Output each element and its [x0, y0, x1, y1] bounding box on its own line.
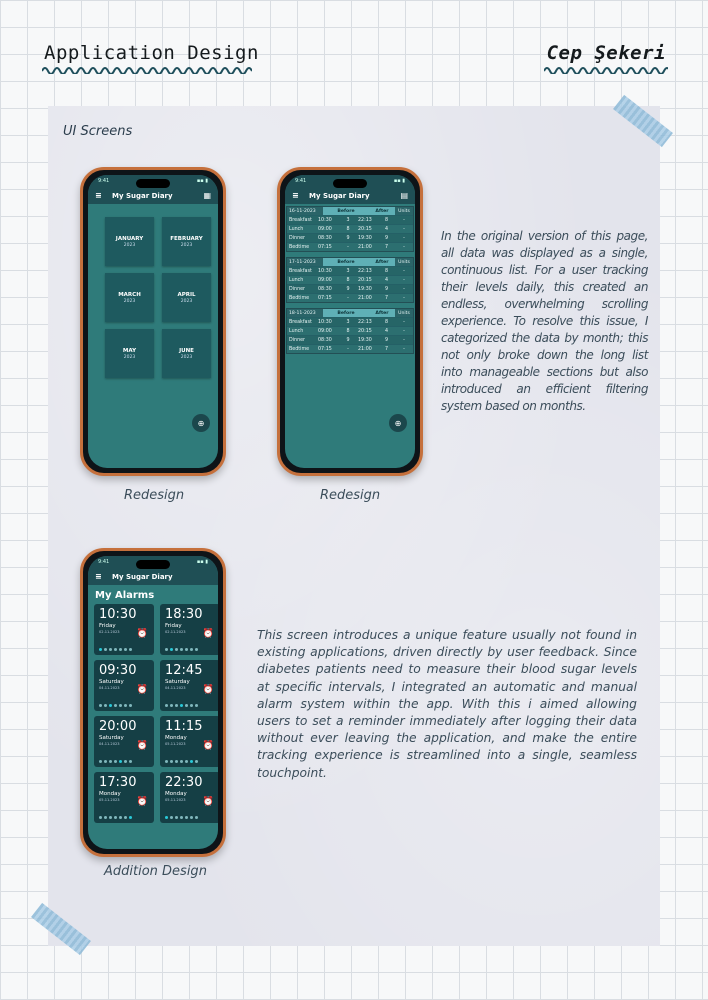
weekday-dot[interactable]	[185, 648, 188, 651]
table-cell: 20:15	[358, 277, 372, 283]
header-left-title: Application Design	[44, 42, 259, 64]
table-row[interactable]	[287, 317, 413, 326]
month-name: MAY	[122, 347, 137, 354]
table-cell: 3	[346, 268, 350, 274]
weekday-dot[interactable]	[185, 760, 188, 763]
signal-battery-icon: ▪▪ ▮	[393, 178, 405, 184]
table-row[interactable]	[287, 326, 413, 335]
signal-battery-icon: ▪▪ ▮	[196, 559, 208, 565]
app-title: My Sugar Diary	[112, 191, 173, 200]
weekday-dot[interactable]	[104, 648, 107, 651]
caption-phone3: Addition Design	[104, 864, 207, 879]
month-card[interactable]	[162, 273, 211, 322]
table-cell: 08:30	[318, 286, 332, 292]
weekday-dot[interactable]	[170, 704, 173, 707]
fab-add-icon[interactable]: ⊕	[389, 414, 407, 432]
status-time: 9:41	[98, 559, 110, 565]
table-cell: 7	[384, 295, 389, 301]
table-row[interactable]	[287, 215, 413, 224]
table-cell: Dinner	[289, 286, 306, 292]
screen-diary	[285, 175, 415, 468]
alarm-card[interactable]	[94, 660, 154, 711]
alarm-grid	[88, 604, 218, 823]
weekday-dot[interactable]	[190, 704, 193, 707]
table-cell: 08:30	[318, 337, 332, 343]
phone-diary	[277, 167, 423, 476]
alarm-clock-icon[interactable]: ⏰	[136, 741, 148, 751]
screen-alarms	[88, 556, 218, 849]
dynamic-island	[136, 179, 170, 188]
weekday-dot[interactable]	[180, 760, 183, 763]
table-cell: Bedtime	[289, 346, 310, 352]
table-row[interactable]	[287, 275, 413, 284]
table-cell: -	[403, 226, 405, 232]
caption-phone2: Redesign	[320, 488, 381, 503]
table-cell: 3	[346, 217, 350, 223]
weekday-dots	[99, 816, 132, 819]
menu-icon[interactable]: ≡	[95, 191, 102, 200]
header-before: Before	[337, 310, 355, 316]
status-time: 9:41	[295, 178, 307, 184]
table-cell: 22:13	[358, 319, 372, 325]
table-header	[287, 258, 413, 266]
app-bar	[88, 187, 218, 204]
table-cell: 9	[384, 337, 389, 343]
alarm-time: 09:30	[99, 663, 137, 678]
alarm-card[interactable]	[94, 604, 154, 655]
weekday-dot[interactable]	[104, 704, 107, 707]
phone-alarms	[80, 548, 226, 857]
weekday-dot[interactable]	[119, 704, 122, 707]
alarm-date: 02.11.2023	[99, 630, 120, 634]
weekday-dot[interactable]	[129, 816, 132, 819]
alarm-date: 05.11.2023	[165, 798, 186, 802]
dynamic-island	[136, 560, 170, 569]
table-cell: 19:30	[358, 235, 372, 241]
description-addition: This screen introduces a unique feature usually not found in existing applications, driven directly by user feedback. Since diabetes patients need to measure their blood sugar levels at specific intervals, I integrated an automatic and manual alarm system within the app. With this i aimed allowing users to set a reminder immediately after logging their data without ever leaving the application, and make the entire tracking experience is streamlined into a single, seamless touchpoint.	[257, 628, 637, 780]
weekday-dot[interactable]	[99, 760, 102, 763]
weekday-dot[interactable]	[114, 704, 117, 707]
table-cell: 09:00	[318, 226, 332, 232]
alarm-card[interactable]	[160, 716, 218, 767]
table-cell: 9	[346, 286, 350, 292]
table-cell: Lunch	[289, 328, 304, 334]
table-cell: 4	[384, 328, 389, 334]
table-cell: -	[403, 277, 405, 283]
table-cell: 20:15	[358, 328, 372, 334]
weekday-dot[interactable]	[129, 704, 132, 707]
header-units: Units	[395, 309, 413, 317]
weekday-dot[interactable]	[170, 816, 173, 819]
weekday-dot[interactable]	[175, 648, 178, 651]
weekday-dot[interactable]	[124, 816, 127, 819]
weekday-dot[interactable]	[170, 648, 173, 651]
table-row[interactable]	[287, 293, 413, 302]
weekday-dot[interactable]	[170, 760, 173, 763]
table-cell: Breakfast	[289, 217, 312, 223]
alarm-card[interactable]	[94, 772, 154, 823]
table-cell: 8	[384, 319, 389, 325]
month-year: 2023	[123, 354, 136, 360]
dynamic-island	[333, 179, 367, 188]
menu-icon[interactable]: ≡	[292, 191, 299, 200]
weekday-dot[interactable]	[109, 648, 112, 651]
table-cell: 4	[384, 226, 389, 232]
weekday-dot[interactable]	[180, 816, 183, 819]
table-cell: 22:13	[358, 217, 372, 223]
weekday-dot[interactable]	[195, 704, 198, 707]
alarm-date: 02.11.2023	[165, 630, 186, 634]
header-units: Units	[395, 207, 413, 215]
header-after: After	[375, 259, 389, 265]
alarm-time: 22:30	[165, 775, 203, 790]
table-cell: -	[403, 337, 405, 343]
alarm-day: Friday	[99, 623, 116, 629]
diary-day-table	[286, 308, 414, 354]
weekday-dot[interactable]	[114, 816, 117, 819]
table-cell: -	[403, 346, 405, 352]
table-cell: 08:30	[318, 235, 332, 241]
diary-day-table	[286, 206, 414, 252]
weekday-dot[interactable]	[99, 816, 102, 819]
weekday-dot[interactable]	[175, 760, 178, 763]
alarm-day: Saturday	[165, 679, 190, 685]
table-cell: Breakfast	[289, 268, 312, 274]
table-cell: 10:30	[318, 319, 332, 325]
header-right-title: Cep Şekeri	[546, 42, 666, 64]
weekday-dot[interactable]	[175, 704, 178, 707]
table-row[interactable]	[287, 266, 413, 275]
weekday-dot[interactable]	[124, 760, 127, 763]
table-cell: 8	[346, 328, 350, 334]
weekday-dot[interactable]	[175, 816, 178, 819]
alarm-date: 05.11.2023	[165, 742, 186, 746]
table-cell: 8	[384, 217, 389, 223]
calendar-icon[interactable]: ▦	[203, 191, 211, 200]
month-card[interactable]	[162, 217, 211, 266]
app-title: My Sugar Diary	[112, 572, 173, 581]
alarm-clock-icon[interactable]: ⏰	[202, 685, 214, 695]
weekday-dot[interactable]	[165, 704, 168, 707]
alarm-card[interactable]	[160, 772, 218, 823]
table-header	[287, 207, 413, 215]
alarm-day: Friday	[165, 623, 182, 629]
app-title: My Sugar Diary	[309, 191, 370, 200]
description-redesign: In the original version of this page, all data was displayed as a single, continuous list. For a user tracking their levels daily, this created an endless, overwhelming scrolling experience. To resolve this issue, I categorized the data by month; this not only broke down the long list into manageable sections but also introduced an efficient filtering system based on months.	[441, 229, 648, 413]
table-cell: 7	[384, 244, 389, 250]
table-date: 16-11-2023	[287, 207, 323, 215]
table-cell: Lunch	[289, 226, 304, 232]
month-name: JANUARY	[115, 235, 144, 242]
table-cell: Dinner	[289, 235, 306, 241]
table-cell: 8	[384, 268, 389, 274]
table-cell: 07:15	[318, 244, 332, 250]
diary-tables	[285, 204, 415, 361]
weekday-dot[interactable]	[119, 648, 122, 651]
table-row[interactable]	[287, 344, 413, 353]
table-cell: -	[347, 346, 349, 352]
alarm-card[interactable]	[94, 716, 154, 767]
alarm-time: 10:30	[99, 607, 137, 622]
weekday-dot[interactable]	[109, 760, 112, 763]
alarm-day: Saturday	[99, 735, 124, 741]
weekday-dots	[165, 704, 198, 707]
header-after: After	[375, 208, 389, 214]
table-cell: Bedtime	[289, 295, 310, 301]
phone-months	[80, 167, 226, 476]
section-title: UI Screens	[63, 124, 133, 139]
month-name: APRIL	[177, 291, 196, 298]
alarm-card[interactable]	[160, 660, 218, 711]
table-header	[287, 309, 413, 317]
table-cell: 7	[384, 346, 389, 352]
weekday-dot[interactable]	[185, 704, 188, 707]
alarm-date: 04.11.2023	[165, 686, 186, 690]
weekday-dot[interactable]	[99, 648, 102, 651]
month-grid	[105, 217, 201, 378]
table-cell: Dinner	[289, 337, 306, 343]
weekday-dot[interactable]	[119, 816, 122, 819]
month-name: FEBRUARY	[170, 235, 203, 242]
fab-add-icon[interactable]: ⊕	[192, 414, 210, 432]
alarm-time: 18:30	[165, 607, 203, 622]
table-cell: 8	[346, 226, 350, 232]
weekday-dots	[99, 704, 132, 707]
alarm-clock-icon[interactable]: ⏰	[202, 797, 214, 807]
alarm-clock-icon[interactable]: ⏰	[136, 629, 148, 639]
table-cell: 8	[346, 277, 350, 283]
alarm-day: Monday	[165, 791, 187, 797]
app-bar	[285, 187, 415, 204]
table-row[interactable]	[287, 233, 413, 242]
header-before: Before	[337, 259, 355, 265]
table-cell: 21:00	[358, 244, 372, 250]
caption-phone1: Redesign	[124, 488, 185, 503]
alarm-clock-icon[interactable]: ⏰	[136, 797, 148, 807]
table-cell: Lunch	[289, 277, 304, 283]
table-cell: Breakfast	[289, 319, 312, 325]
weekday-dot[interactable]	[190, 648, 193, 651]
alarm-card[interactable]	[160, 604, 218, 655]
header-units: Units	[395, 258, 413, 266]
alarm-date: 04.11.2023	[99, 742, 120, 746]
table-cell: -	[403, 295, 405, 301]
table-cell: -	[403, 328, 405, 334]
table-cell: 9	[384, 235, 389, 241]
table-cell: -	[403, 268, 405, 274]
month-card[interactable]	[105, 217, 154, 266]
header-after: After	[375, 310, 389, 316]
table-cell: 07:15	[318, 295, 332, 301]
table-cell: 09:00	[318, 277, 332, 283]
weekday-dots	[165, 760, 198, 763]
month-year: 2023	[180, 354, 193, 360]
alarm-date: 04.11.2023	[99, 686, 120, 690]
weekday-dot[interactable]	[180, 648, 183, 651]
table-row[interactable]	[287, 335, 413, 344]
table-cell: -	[403, 235, 405, 241]
alarm-clock-icon[interactable]: ⏰	[202, 629, 214, 639]
alarm-time: 11:15	[165, 719, 203, 734]
alarm-day: Monday	[99, 791, 121, 797]
table-cell: 07:15	[318, 346, 332, 352]
weekday-dot[interactable]	[109, 816, 112, 819]
alarm-clock-icon[interactable]: ⏰	[136, 685, 148, 695]
status-time: 9:41	[98, 178, 110, 184]
weekday-dots	[165, 648, 198, 651]
month-year: 2023	[180, 298, 193, 304]
weekday-dot[interactable]	[104, 760, 107, 763]
app-bar	[88, 568, 218, 585]
table-cell: -	[347, 295, 349, 301]
weekday-dot[interactable]	[114, 648, 117, 651]
table-cell: 3	[346, 319, 350, 325]
month-name: MARCH	[118, 291, 141, 298]
table-cell: 9	[346, 337, 350, 343]
month-card[interactable]	[105, 329, 154, 378]
table-date: 17-11-2023	[287, 258, 323, 266]
month-name: JUNE	[179, 347, 194, 354]
menu-icon[interactable]: ≡	[95, 572, 102, 581]
table-cell: -	[403, 286, 405, 292]
table-cell: 19:30	[358, 286, 372, 292]
signal-battery-icon: ▪▪ ▮	[196, 178, 208, 184]
table-cell: 10:30	[318, 217, 332, 223]
table-cell: 10:30	[318, 268, 332, 274]
weekday-dots	[99, 648, 132, 651]
weekday-dot[interactable]	[165, 816, 168, 819]
alarm-time: 17:30	[99, 775, 137, 790]
month-card[interactable]	[105, 273, 154, 322]
month-year: 2023	[123, 298, 136, 304]
table-cell: -	[347, 244, 349, 250]
screen-months	[88, 175, 218, 468]
weekday-dot[interactable]	[195, 648, 198, 651]
alarm-day: Saturday	[99, 679, 124, 685]
weekday-dot[interactable]	[195, 760, 198, 763]
weekday-dot[interactable]	[195, 816, 198, 819]
weekday-dot[interactable]	[190, 816, 193, 819]
weekday-dot[interactable]	[165, 648, 168, 651]
header-before: Before	[337, 208, 355, 214]
alarms-heading: My Alarms	[95, 590, 155, 601]
alarm-clock-icon[interactable]: ⏰	[202, 741, 214, 751]
month-year: 2023	[180, 242, 193, 248]
weekday-dot[interactable]	[165, 760, 168, 763]
diary-day-table	[286, 257, 414, 303]
weekday-dot[interactable]	[180, 704, 183, 707]
weekday-dot[interactable]	[129, 648, 132, 651]
table-cell: 19:30	[358, 337, 372, 343]
export-icon[interactable]: ▤	[400, 191, 408, 200]
weekday-dot[interactable]	[104, 816, 107, 819]
wave-underline-left	[42, 64, 252, 74]
table-cell: 9	[346, 235, 350, 241]
weekday-dot[interactable]	[114, 760, 117, 763]
table-cell: 4	[384, 277, 389, 283]
table-row[interactable]	[287, 224, 413, 233]
table-cell: 9	[384, 286, 389, 292]
month-year: 2023	[123, 242, 136, 248]
table-cell: Bedtime	[289, 244, 310, 250]
alarm-time: 20:00	[99, 719, 137, 734]
table-cell: -	[403, 217, 405, 223]
weekday-dot[interactable]	[124, 704, 127, 707]
table-cell: 22:13	[358, 268, 372, 274]
table-cell: 09:00	[318, 328, 332, 334]
table-cell: 21:00	[358, 346, 372, 352]
wave-underline-right	[544, 64, 668, 74]
table-cell: -	[403, 244, 405, 250]
table-cell: -	[403, 319, 405, 325]
alarm-date: 05.11.2023	[99, 798, 120, 802]
table-row[interactable]	[287, 284, 413, 293]
month-card[interactable]	[162, 329, 211, 378]
alarm-day: Monday	[165, 735, 187, 741]
weekday-dots	[99, 760, 132, 763]
table-cell: 21:00	[358, 295, 372, 301]
alarm-time: 12:45	[165, 663, 203, 678]
table-row[interactable]	[287, 242, 413, 251]
weekday-dot[interactable]	[190, 760, 193, 763]
weekday-dot[interactable]	[124, 648, 127, 651]
weekday-dot[interactable]	[99, 704, 102, 707]
weekday-dot[interactable]	[109, 704, 112, 707]
weekday-dot[interactable]	[129, 760, 132, 763]
table-cell: 20:15	[358, 226, 372, 232]
table-date: 18-11-2023	[287, 309, 323, 317]
weekday-dot[interactable]	[119, 760, 122, 763]
weekday-dots	[165, 816, 198, 819]
weekday-dot[interactable]	[185, 816, 188, 819]
